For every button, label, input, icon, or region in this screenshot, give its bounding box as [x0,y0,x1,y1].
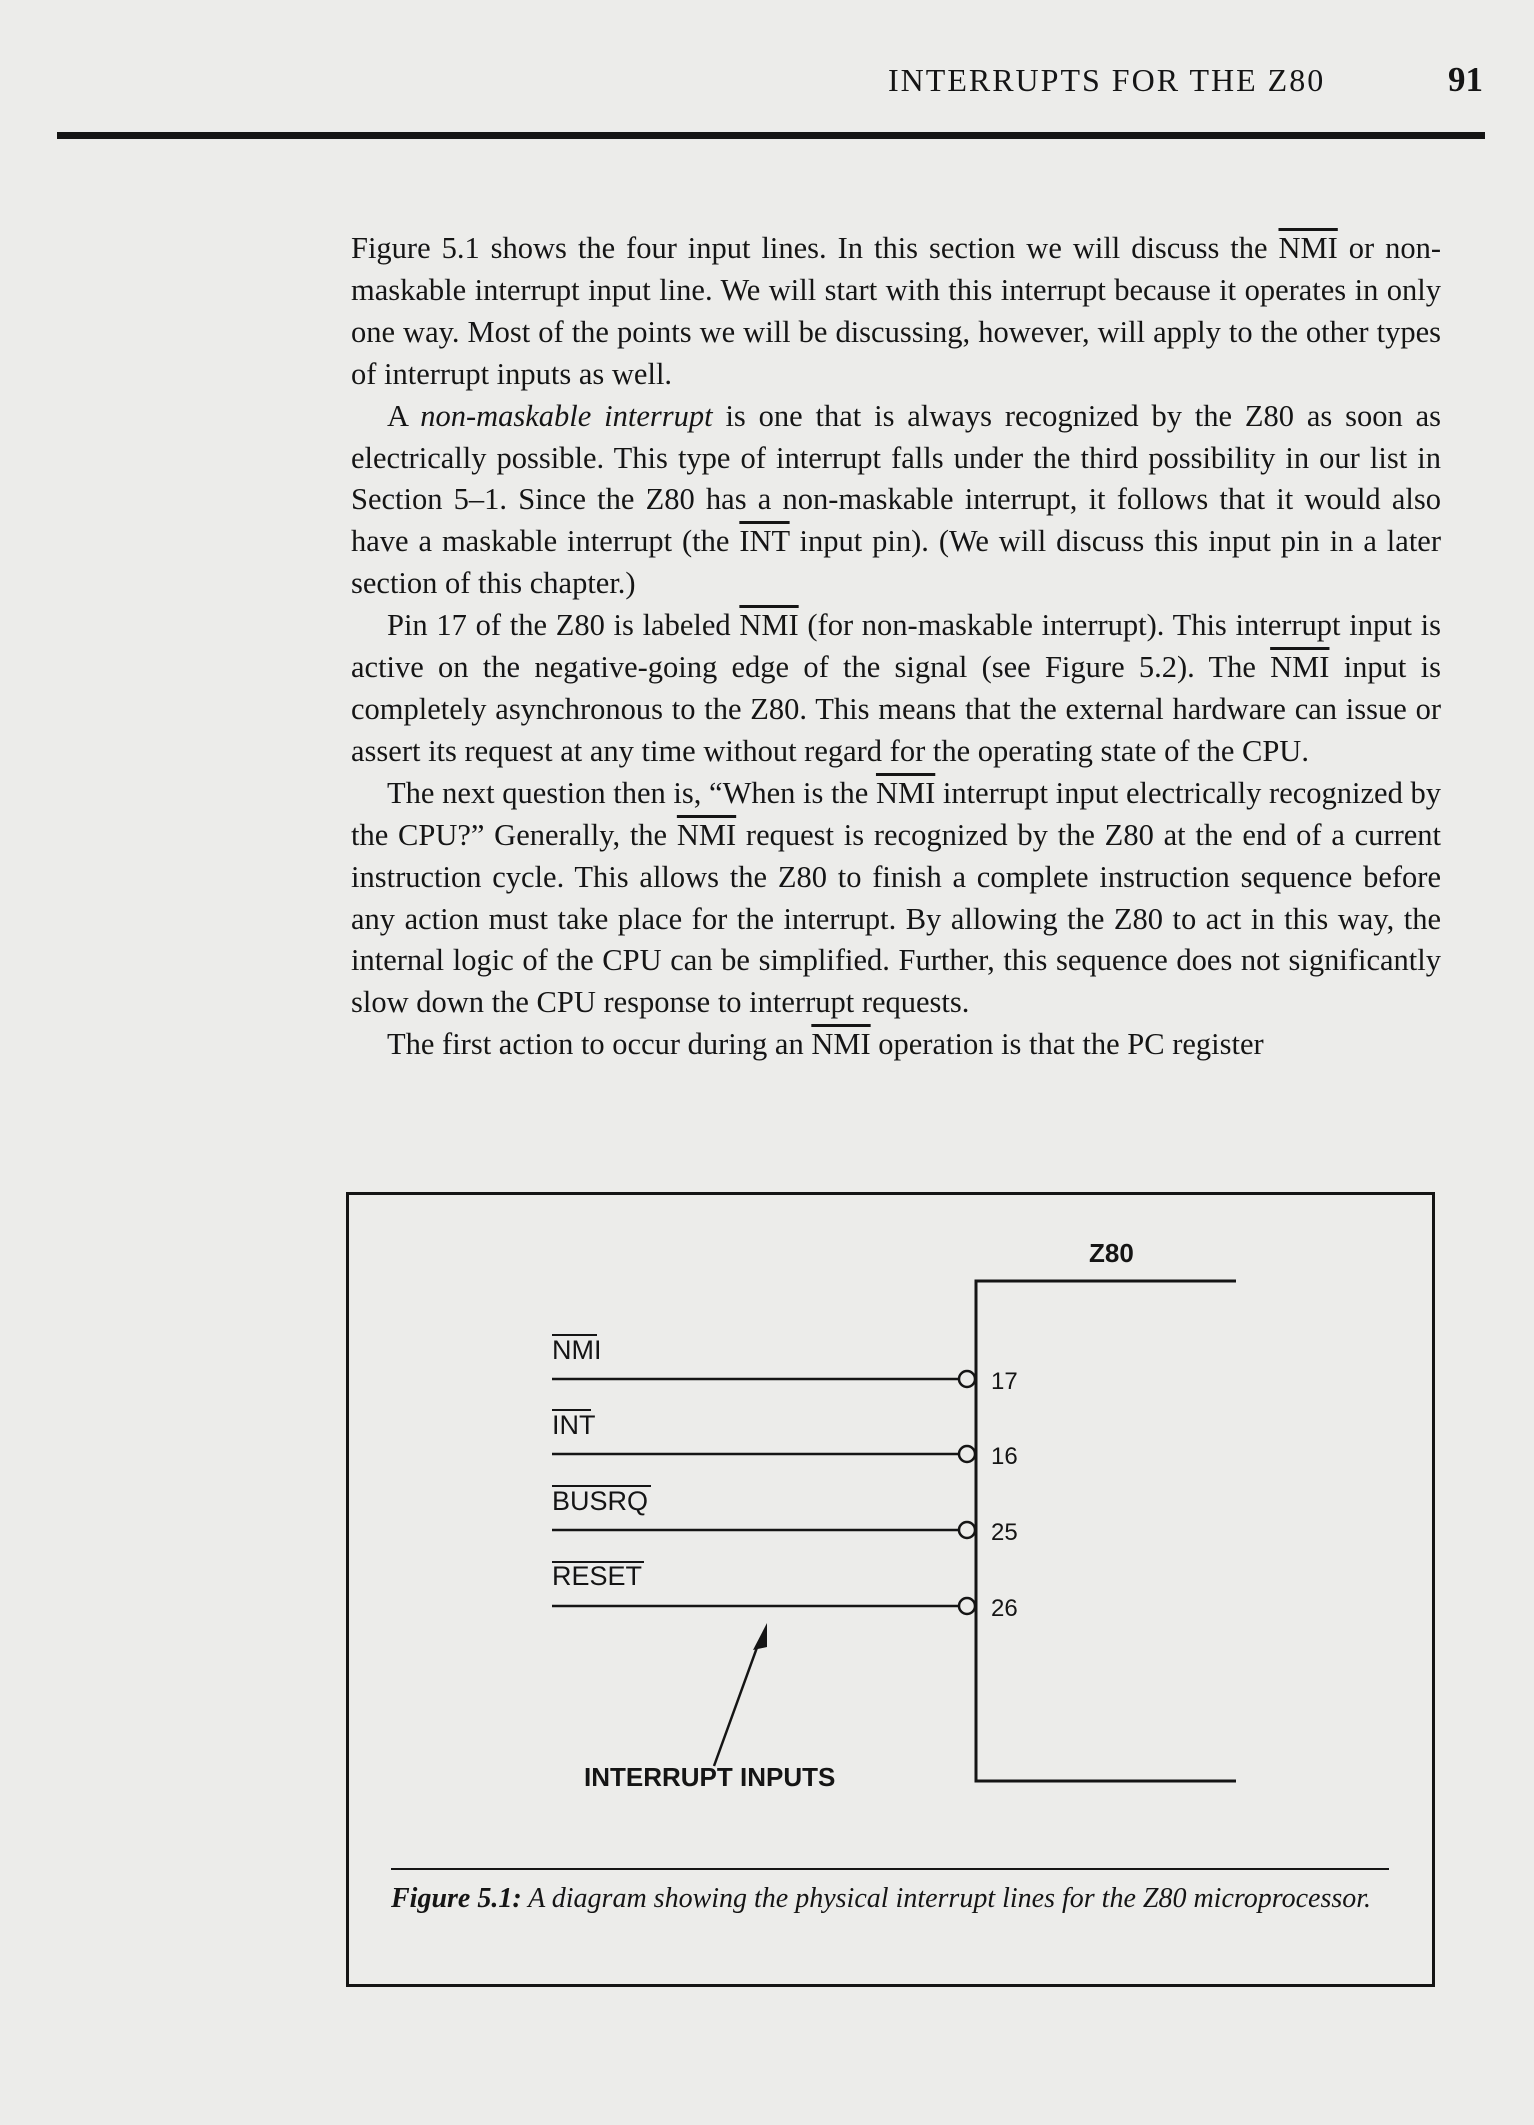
paragraph-1 [351,228,1441,396]
running-head: INTERRUPTS FOR THE Z80 [888,62,1326,98]
text-run: Pin 17 of the Z80 is labeled [387,608,740,643]
figure-5-1 [346,1192,1435,1987]
page-number: 91 [1448,60,1483,99]
busrq-inversion-bubble [959,1522,975,1538]
caption-rule [391,1868,1389,1870]
busrq-line-label: BUSRQ [552,1486,649,1516]
nmi-inversion-bubble [959,1371,975,1387]
figure-caption [391,1881,1391,1917]
header-rule [57,132,1485,139]
page-header [0,62,1490,112]
int-signal-name: $\overline{INT}$ [739,524,790,559]
z80-chip-label: Z80 [1089,1238,1134,1268]
nmi-signal-name: $\overline{NMI}$ [676,817,737,852]
paragraph-4 [351,773,1441,1024]
term-non-maskable-interrupt: non-maskable interrupt [420,398,713,433]
text-run: is one that is always recognized by the Z80 as soon as electrically possible. This type of interrupt falls under the third possibility in our list in Section 5–1. Since the Z80 has a non-maskable interrupt, it follows that it would also have a maskable interrupt (the [351,398,1442,559]
text-run: request is recognized by the Z80 at the end of a current instruction cycle. This allows the Z80 to finish a complete instruction sequence before any action must take place for the interrupt. By allowing the Z80 to act in this way, the internal logic of the CPU can be simplified. Further, this sequence does not significantly slow down the CPU response to interrupt requests. [351,817,1441,1020]
nmi-signal-name: $\overline{NMI}$ [811,1027,871,1062]
text-run: or non-maskable interrupt input line. We will start with this interrupt because it operates in only one way. Most of the points we will be discussing, however, will apply to the other types of interrupt inputs as well. [351,231,1441,391]
body-text [351,228,1441,1066]
text-run: operation is that the PC register [870,1027,1264,1062]
paragraph-2 [351,396,1441,606]
caption-text: A diagram showing the physical interrupt lines for the Z80 microprocessor. [521,1883,1372,1914]
annotation-arrow-shaft [714,1642,759,1766]
int-inversion-bubble [959,1446,975,1462]
busrq-pin-number: 25 [991,1519,1018,1546]
text-run: A [387,398,421,433]
caption-label: Figure 5.1: [391,1883,522,1914]
nmi-line-label: NMI [552,1335,602,1365]
int-line-label: INT [552,1410,596,1440]
reset-inversion-bubble [959,1598,975,1614]
annotation-arrow-head [753,1623,767,1650]
paragraph-5 [351,1024,1441,1066]
text-run: (for non-maskable interrupt). This interrupt input is active on the negative-going edge of the signal (see Figure 5.2). The [351,608,1441,685]
text-run: input pin). (We will discuss this input pin in a later section of this chapter.) [351,524,1441,601]
nmi-signal-name: $\overline{NMI}$ [875,775,936,810]
interrupt-inputs-label: INTERRUPT INPUTS [584,1762,836,1792]
nmi-signal-name: $\overline{NMI}$ [1270,650,1330,685]
text-run: The first action to occur during an [387,1027,812,1062]
int-pin-number: 16 [991,1443,1018,1470]
interrupt-lines-diagram [349,1195,1438,1990]
text-run: input is completely asynchronous to the Z80. This means that the external hardware can issue or assert its request at any time without regard for the operating state of the CPU. [351,650,1441,768]
nmi-pin-number: 17 [991,1368,1018,1395]
nmi-signal-name: $\overline{NMI}$ [739,608,799,643]
nmi-signal-name: $\overline{NMI}$ [1278,231,1338,265]
text-run: interrupt input electrically recognized by the CPU?” Generally, the [351,775,1441,852]
text-run: Figure 5.1 shows the four input lines. In this section we will discuss the [351,231,1279,265]
paragraph-3 [351,605,1441,773]
text-run: The next question then is, “When is the [387,775,876,810]
reset-line-label: RESET [552,1561,643,1591]
reset-pin-number: 26 [991,1595,1018,1622]
